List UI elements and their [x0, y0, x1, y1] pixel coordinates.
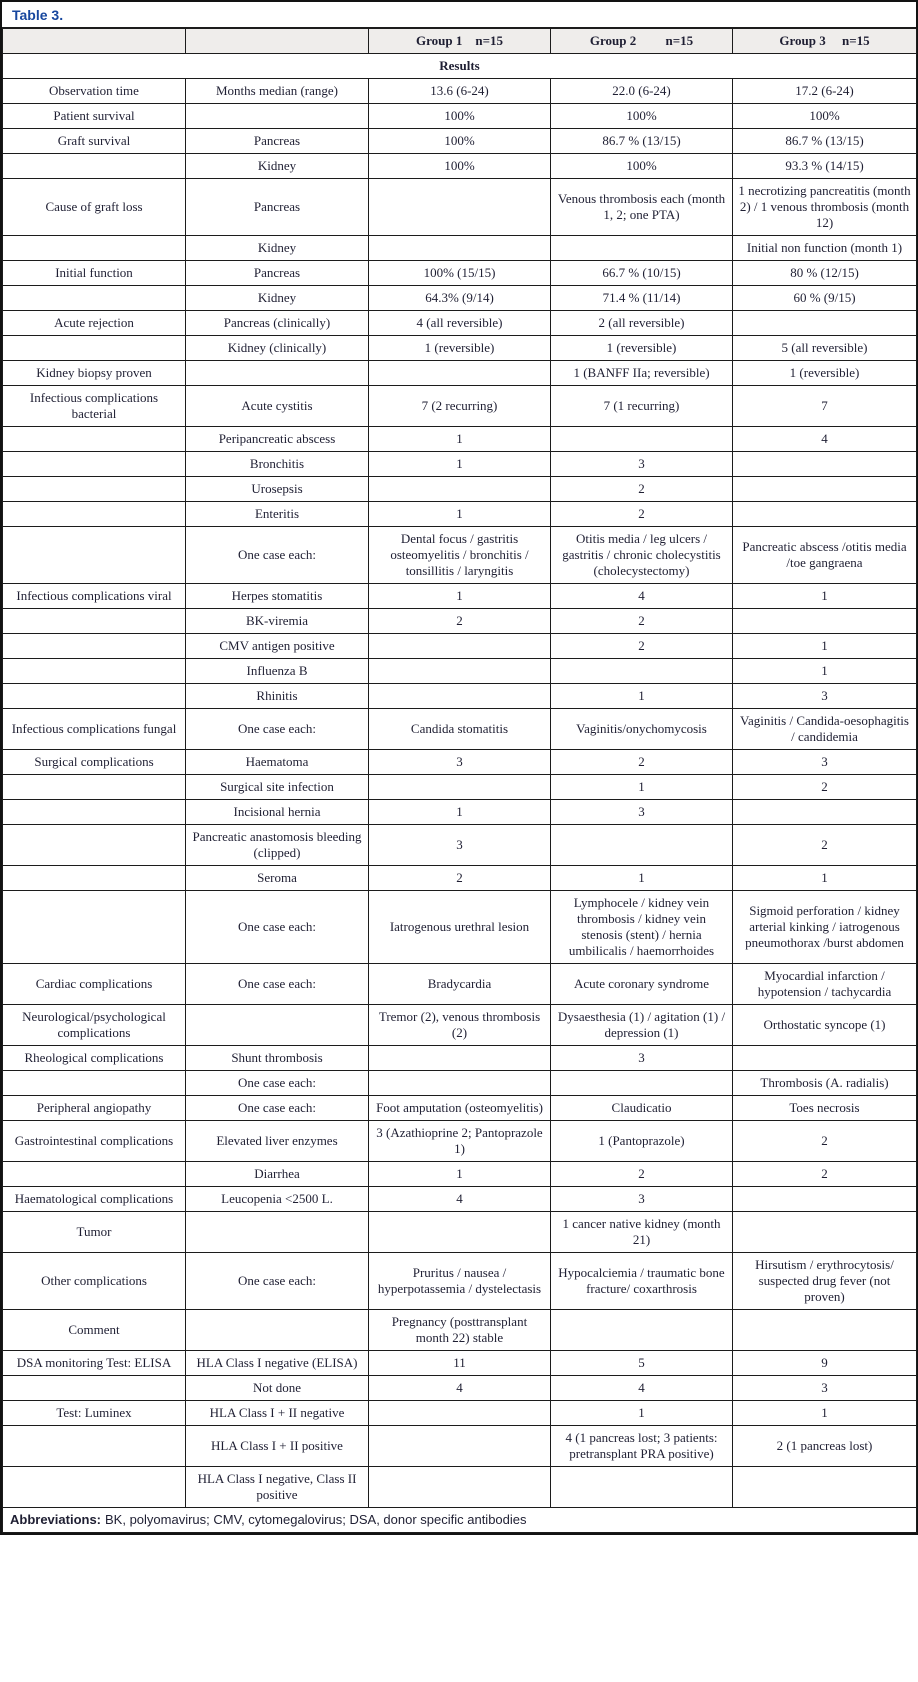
cell-g3 [733, 311, 917, 336]
cell-g2 [551, 427, 733, 452]
cell-b: Shunt thrombosis [186, 1046, 369, 1071]
cell-g3: 7 [733, 386, 917, 427]
cell-b: Kidney [186, 286, 369, 311]
table-row [3, 361, 917, 386]
cell-g1: 100% [369, 129, 551, 154]
cell-g2 [551, 1310, 733, 1351]
cell-g1: 1 [369, 427, 551, 452]
cell-b [186, 361, 369, 386]
cell-a [3, 825, 186, 866]
cell-g1: 1 [369, 584, 551, 609]
cell-g2: 2 [551, 750, 733, 775]
table-row [3, 386, 917, 427]
cell-g3: Sigmoid perforation / kidney arterial kinking / iatrogenous pneumothorax /burst abdomen [733, 891, 917, 964]
cell-g2: Dysaesthesia (1) / agitation (1) / depression (1) [551, 1005, 733, 1046]
column-header-category [3, 29, 186, 54]
cell-g3: 5 (all reversible) [733, 336, 917, 361]
cell-g2: 4 [551, 1376, 733, 1401]
cell-g2: 7 (1 recurring) [551, 386, 733, 427]
cell-g1: Bradycardia [369, 964, 551, 1005]
cell-a [3, 502, 186, 527]
cell-g2: 2 (all reversible) [551, 311, 733, 336]
cell-b: Elevated liver enzymes [186, 1121, 369, 1162]
cell-b: Pancreas [186, 261, 369, 286]
cell-b: Peripancreatic abscess [186, 427, 369, 452]
cell-g3: Hirsutism / erythrocytosis/ suspected drug fever (not proven) [733, 1253, 917, 1310]
table-row [3, 866, 917, 891]
cell-a [3, 236, 186, 261]
cell-g1 [369, 236, 551, 261]
cell-a [3, 800, 186, 825]
cell-a: Infectious complications fungal [3, 709, 186, 750]
column-header-group-1: Group 1 n=15 [369, 29, 551, 54]
cell-b: Diarrhea [186, 1162, 369, 1187]
cell-b: Pancreas [186, 129, 369, 154]
cell-b: BK-viremia [186, 609, 369, 634]
cell-g3: 86.7 % (13/15) [733, 129, 917, 154]
table-row [3, 709, 917, 750]
cell-a [3, 1467, 186, 1508]
cell-g1 [369, 1046, 551, 1071]
cell-g1: 2 [369, 609, 551, 634]
cell-g2: Vaginitis/onychomycosis [551, 709, 733, 750]
cell-a: Tumor [3, 1212, 186, 1253]
cell-g1: 1 [369, 800, 551, 825]
cell-a [3, 1162, 186, 1187]
cell-b: Haematoma [186, 750, 369, 775]
table-row [3, 1401, 917, 1426]
cell-g3: 2 [733, 825, 917, 866]
cell-a: Gastrointestinal complications [3, 1121, 186, 1162]
cell-a [3, 775, 186, 800]
cell-b [186, 104, 369, 129]
cell-g1: 4 (all reversible) [369, 311, 551, 336]
cell-g3 [733, 477, 917, 502]
cell-g1: Dental focus / gastritis osteomyelitis / bronchitis / tonsillitis / laryngitis [369, 527, 551, 584]
table-row [3, 800, 917, 825]
cell-g3 [733, 609, 917, 634]
cell-g1: 11 [369, 1351, 551, 1376]
cell-g3: 93.3 % (14/15) [733, 154, 917, 179]
cell-g1: 1 [369, 1162, 551, 1187]
cell-g2: 2 [551, 609, 733, 634]
cell-g2: 1 [551, 775, 733, 800]
cell-g3 [733, 1187, 917, 1212]
table-row [3, 584, 917, 609]
cell-g3: Initial non function (month 1) [733, 236, 917, 261]
cell-g3: 2 (1 pancreas lost) [733, 1426, 917, 1467]
cell-a: Acute rejection [3, 311, 186, 336]
cell-a [3, 1376, 186, 1401]
cell-a [3, 609, 186, 634]
cell-g2 [551, 1071, 733, 1096]
cell-b [186, 1005, 369, 1046]
cell-b: Months median (range) [186, 79, 369, 104]
cell-b: Seroma [186, 866, 369, 891]
table-row [3, 452, 917, 477]
cell-g3 [733, 452, 917, 477]
cell-g1 [369, 1467, 551, 1508]
cell-g3: Myocardial infarction / hypotension / tachycardia [733, 964, 917, 1005]
cell-g1 [369, 179, 551, 236]
table-row [3, 891, 917, 964]
cell-b [186, 1310, 369, 1351]
cell-a: Haematological complications [3, 1187, 186, 1212]
cell-b: HLA Class I + II positive [186, 1426, 369, 1467]
cell-g2: Claudicatio [551, 1096, 733, 1121]
table-row [3, 1096, 917, 1121]
cell-g1: 100% (15/15) [369, 261, 551, 286]
table-row [3, 1005, 917, 1046]
table-row [3, 427, 917, 452]
cell-g3: 1 [733, 866, 917, 891]
cell-g1 [369, 634, 551, 659]
cell-g1: Iatrogenous urethral lesion [369, 891, 551, 964]
cell-g1: 64.3% (9/14) [369, 286, 551, 311]
table-row [3, 964, 917, 1005]
cell-g3: 17.2 (6-24) [733, 79, 917, 104]
cell-a: Comment [3, 1310, 186, 1351]
cell-a [3, 427, 186, 452]
cell-g1: 100% [369, 154, 551, 179]
cell-g1: 1 [369, 452, 551, 477]
cell-g2: 1 cancer native kidney (month 21) [551, 1212, 733, 1253]
cell-a [3, 336, 186, 361]
cell-g3: Thrombosis (A. radialis) [733, 1071, 917, 1096]
table-row [3, 1212, 917, 1253]
cell-g1: 3 [369, 825, 551, 866]
table-row [3, 659, 917, 684]
cell-g1 [369, 361, 551, 386]
cell-g3: 3 [733, 1376, 917, 1401]
cell-g2: Acute coronary syndrome [551, 964, 733, 1005]
cell-a: DSA monitoring Test: ELISA [3, 1351, 186, 1376]
cell-a [3, 659, 186, 684]
table-row [3, 775, 917, 800]
table-row [3, 634, 917, 659]
cell-g3 [733, 1046, 917, 1071]
table-row [3, 1253, 917, 1310]
cell-b: One case each: [186, 1071, 369, 1096]
cell-a [3, 527, 186, 584]
cell-g3: Pancreatic abscess /otitis media /toe gangraena [733, 527, 917, 584]
cell-g2: 1 [551, 1401, 733, 1426]
cell-a [3, 1071, 186, 1096]
cell-g1: Candida stomatitis [369, 709, 551, 750]
cell-g2: 2 [551, 1162, 733, 1187]
cell-g2: 1 (BANFF IIa; reversible) [551, 361, 733, 386]
cell-b: Rhinitis [186, 684, 369, 709]
cell-g1 [369, 1071, 551, 1096]
cell-g3: Orthostatic syncope (1) [733, 1005, 917, 1046]
cell-b [186, 1212, 369, 1253]
cell-a: Graft survival [3, 129, 186, 154]
cell-g2: 2 [551, 634, 733, 659]
table-row [3, 286, 917, 311]
table-row [3, 825, 917, 866]
cell-g2: 86.7 % (13/15) [551, 129, 733, 154]
cell-a: Other complications [3, 1253, 186, 1310]
cell-g3: 80 % (12/15) [733, 261, 917, 286]
cell-g3: 1 (reversible) [733, 361, 917, 386]
table-row [3, 79, 917, 104]
column-header-group-3: Group 3 n=15 [733, 29, 917, 54]
cell-g2: 4 [551, 584, 733, 609]
cell-b: HLA Class I negative (ELISA) [186, 1351, 369, 1376]
cell-g3: 100% [733, 104, 917, 129]
cell-a: Patient survival [3, 104, 186, 129]
cell-g1: 7 (2 recurring) [369, 386, 551, 427]
table-row [3, 104, 917, 129]
cell-a: Rheological complications [3, 1046, 186, 1071]
cell-b: One case each: [186, 1253, 369, 1310]
cell-g1 [369, 1212, 551, 1253]
cell-g2: 100% [551, 154, 733, 179]
cell-b: Pancreas [186, 179, 369, 236]
cell-g1 [369, 1426, 551, 1467]
table-body [3, 79, 917, 1508]
results-section-label: Results [3, 54, 917, 79]
cell-b: Influenza B [186, 659, 369, 684]
cell-a [3, 154, 186, 179]
cell-g2: Lymphocele / kidney vein thrombosis / kidney vein stenosis (stent) / hernia umbilicalis / haemorrhoides [551, 891, 733, 964]
cell-b: CMV antigen positive [186, 634, 369, 659]
cell-b: Herpes stomatitis [186, 584, 369, 609]
cell-g1: 1 (reversible) [369, 336, 551, 361]
table-row [3, 336, 917, 361]
cell-g2 [551, 659, 733, 684]
cell-a [3, 286, 186, 311]
table-row [3, 1162, 917, 1187]
table-row [3, 527, 917, 584]
cell-g2: 1 [551, 866, 733, 891]
cell-b: HLA Class I negative, Class II positive [186, 1467, 369, 1508]
cell-g2: 1 (Pantoprazole) [551, 1121, 733, 1162]
cell-a [3, 1426, 186, 1467]
cell-g2: 2 [551, 502, 733, 527]
table-row [3, 1187, 917, 1212]
cell-g3: 2 [733, 1162, 917, 1187]
abbreviations-row [3, 1508, 917, 1533]
cell-g1: 4 [369, 1376, 551, 1401]
cell-g1 [369, 775, 551, 800]
table-title: Table 3. [2, 2, 916, 28]
cell-a: Peripheral angiopathy [3, 1096, 186, 1121]
cell-a: Cardiac complications [3, 964, 186, 1005]
cell-g1: 1 [369, 502, 551, 527]
cell-b: One case each: [186, 891, 369, 964]
cell-g2: 1 (reversible) [551, 336, 733, 361]
cell-b: One case each: [186, 709, 369, 750]
cell-g1: 4 [369, 1187, 551, 1212]
cell-g1 [369, 684, 551, 709]
cell-g3 [733, 1310, 917, 1351]
cell-a: Infectious complications bacterial [3, 386, 186, 427]
cell-g1: 3 [369, 750, 551, 775]
cell-a: Kidney biopsy proven [3, 361, 186, 386]
cell-g2: 3 [551, 1046, 733, 1071]
cell-g2: 5 [551, 1351, 733, 1376]
table-row [3, 1121, 917, 1162]
cell-b: Bronchitis [186, 452, 369, 477]
cell-a: Initial function [3, 261, 186, 286]
table-row [3, 1376, 917, 1401]
cell-b: Incisional hernia [186, 800, 369, 825]
cell-g3: 2 [733, 1121, 917, 1162]
results-table [2, 28, 917, 1533]
cell-g1: Foot amputation (osteomyelitis) [369, 1096, 551, 1121]
cell-g3: 1 [733, 659, 917, 684]
abbreviations-cell [3, 1508, 917, 1533]
table-row [3, 1426, 917, 1467]
table-row [3, 750, 917, 775]
table-row [3, 609, 917, 634]
cell-g2: Hypocalciemia / traumatic bone fracture/ coxarthrosis [551, 1253, 733, 1310]
cell-g1: Pregnancy (posttransplant month 22) stable [369, 1310, 551, 1351]
cell-g3: 3 [733, 684, 917, 709]
cell-g2: Otitis media / leg ulcers / gastritis / chronic cholecystitis (cholecystectomy) [551, 527, 733, 584]
cell-g2 [551, 825, 733, 866]
cell-g3: 2 [733, 775, 917, 800]
table-row [3, 236, 917, 261]
cell-g2: 3 [551, 452, 733, 477]
cell-g1 [369, 477, 551, 502]
cell-g1 [369, 659, 551, 684]
cell-a: Infectious complications viral [3, 584, 186, 609]
cell-g3: 4 [733, 427, 917, 452]
cell-g3: 60 % (9/15) [733, 286, 917, 311]
cell-a: Observation time [3, 79, 186, 104]
cell-g1: 3 (Azathioprine 2; Pantoprazole 1) [369, 1121, 551, 1162]
table-row [3, 684, 917, 709]
abbreviations-text: BK, polyomavirus; CMV, cytomegalovirus; DSA, donor specific antibodies [105, 1512, 527, 1527]
table-row [3, 477, 917, 502]
cell-b: Acute cystitis [186, 386, 369, 427]
cell-g2: 4 (1 pancreas lost; 3 patients: pretransplant PRA positive) [551, 1426, 733, 1467]
table-row [3, 1467, 917, 1508]
cell-g3: 3 [733, 750, 917, 775]
cell-a [3, 452, 186, 477]
cell-g2: 2 [551, 477, 733, 502]
cell-b: Pancreas (clinically) [186, 311, 369, 336]
cell-a: Test: Luminex [3, 1401, 186, 1426]
column-header-subcategory [186, 29, 369, 54]
cell-g3 [733, 1212, 917, 1253]
cell-g1: 2 [369, 866, 551, 891]
cell-b: Kidney [186, 154, 369, 179]
table-row [3, 179, 917, 236]
table-row [3, 1071, 917, 1096]
cell-a [3, 891, 186, 964]
cell-g3: 1 [733, 634, 917, 659]
table-row [3, 1046, 917, 1071]
cell-g3 [733, 800, 917, 825]
cell-g2: 100% [551, 104, 733, 129]
cell-b: Not done [186, 1376, 369, 1401]
cell-g1: Pruritus / nausea / hyperpotassemia / dystelectasis [369, 1253, 551, 1310]
cell-g3: 1 necrotizing pancreatitis (month 2) / 1 venous thrombosis (month 12) [733, 179, 917, 236]
cell-g3: Toes necrosis [733, 1096, 917, 1121]
cell-g2: 22.0 (6-24) [551, 79, 733, 104]
table-row [3, 311, 917, 336]
cell-g3: 1 [733, 1401, 917, 1426]
cell-g3: Vaginitis / Candida-oesophagitis / candidemia [733, 709, 917, 750]
cell-b: Pancreatic anastomosis bleeding (clipped) [186, 825, 369, 866]
cell-g2: 66.7 % (10/15) [551, 261, 733, 286]
cell-g3: 9 [733, 1351, 917, 1376]
cell-a: Surgical complications [3, 750, 186, 775]
cell-b: One case each: [186, 527, 369, 584]
header-row [3, 29, 917, 54]
cell-a: Neurological/psychological complications [3, 1005, 186, 1046]
cell-a [3, 477, 186, 502]
cell-a [3, 634, 186, 659]
cell-g1 [369, 1401, 551, 1426]
cell-b: Kidney [186, 236, 369, 261]
cell-b: One case each: [186, 1096, 369, 1121]
abbreviations-label: Abbreviations: [10, 1512, 102, 1527]
column-header-group-2: Group 2 n=15 [551, 29, 733, 54]
cell-g1: 13.6 (6-24) [369, 79, 551, 104]
table-row [3, 502, 917, 527]
cell-g1: 100% [369, 104, 551, 129]
cell-g2: 71.4 % (11/14) [551, 286, 733, 311]
cell-g2: 1 [551, 684, 733, 709]
cell-b: One case each: [186, 964, 369, 1005]
cell-b: Surgical site infection [186, 775, 369, 800]
cell-g2 [551, 1467, 733, 1508]
table-row [3, 1351, 917, 1376]
cell-a: Cause of graft loss [3, 179, 186, 236]
cell-b: Leucopenia <2500 L. [186, 1187, 369, 1212]
cell-g2: Venous thrombosis each (month 1, 2; one PTA) [551, 179, 733, 236]
cell-g3 [733, 1467, 917, 1508]
table-row [3, 1310, 917, 1351]
cell-a [3, 866, 186, 891]
cell-g2 [551, 236, 733, 261]
table-row [3, 129, 917, 154]
cell-b: Enteritis [186, 502, 369, 527]
table-row [3, 154, 917, 179]
cell-b: Kidney (clinically) [186, 336, 369, 361]
results-section-row [3, 54, 917, 79]
cell-g3: 1 [733, 584, 917, 609]
table-row [3, 261, 917, 286]
cell-g2: 3 [551, 1187, 733, 1212]
cell-g2: 3 [551, 800, 733, 825]
cell-g1: Tremor (2), venous thrombosis (2) [369, 1005, 551, 1046]
cell-a [3, 684, 186, 709]
cell-b: HLA Class I + II negative [186, 1401, 369, 1426]
cell-b: Urosepsis [186, 477, 369, 502]
cell-g3 [733, 502, 917, 527]
